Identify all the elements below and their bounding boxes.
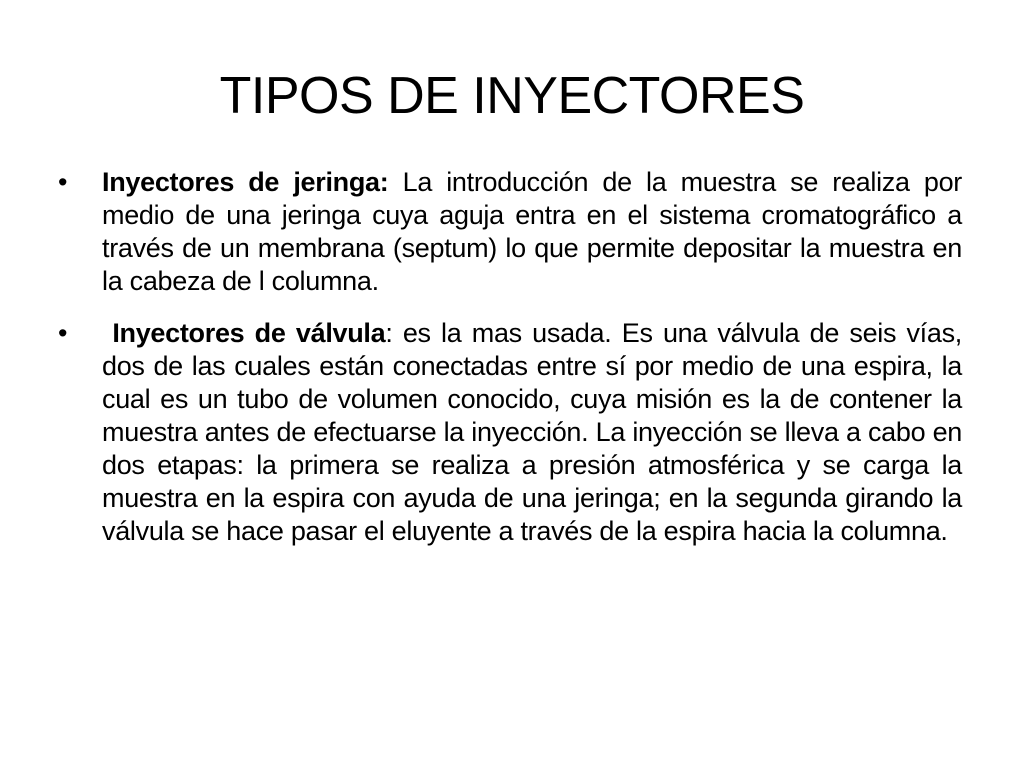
bullet-icon: •	[58, 318, 68, 348]
bullet-item-valvula	[58, 317, 962, 548]
bullet-text: La introducción de la muestra se realiza por medio de una jeringa cuya aguja entra en el sistema cromatográfico a través de un membrana (septum) lo que permite depositar la muestra en la cabeza de l columna.	[102, 167, 963, 296]
bullet-term: Inyectores de jeringa:	[102, 167, 389, 197]
bullet-item-jeringa	[58, 166, 962, 298]
bullet-body	[102, 318, 962, 546]
bullet-term: Inyectores de válvula	[112, 318, 386, 348]
bullet-text: : es la mas usada. Es una válvula de seis vías, dos de las cuales están conectadas entre sí por medio de una espira, la cual es un tubo de volumen conocido, cuya misión es la de contener la muestra antes de efectuarse la inyección. La inyección se lleva a cabo en dos etapas: la primera se realiza a presión atmosférica y se carga la muestra en la espira con ayuda de una jeringa; en la segunda girando la válvula se hace pasar el eluyente a través de la espira hacia la columna.	[102, 318, 962, 546]
bullet-icon: •	[58, 167, 68, 197]
bullet-list	[58, 166, 962, 567]
bullet-body	[102, 167, 962, 296]
slide-title: TIPOS DE INYECTORES	[219, 67, 805, 125]
